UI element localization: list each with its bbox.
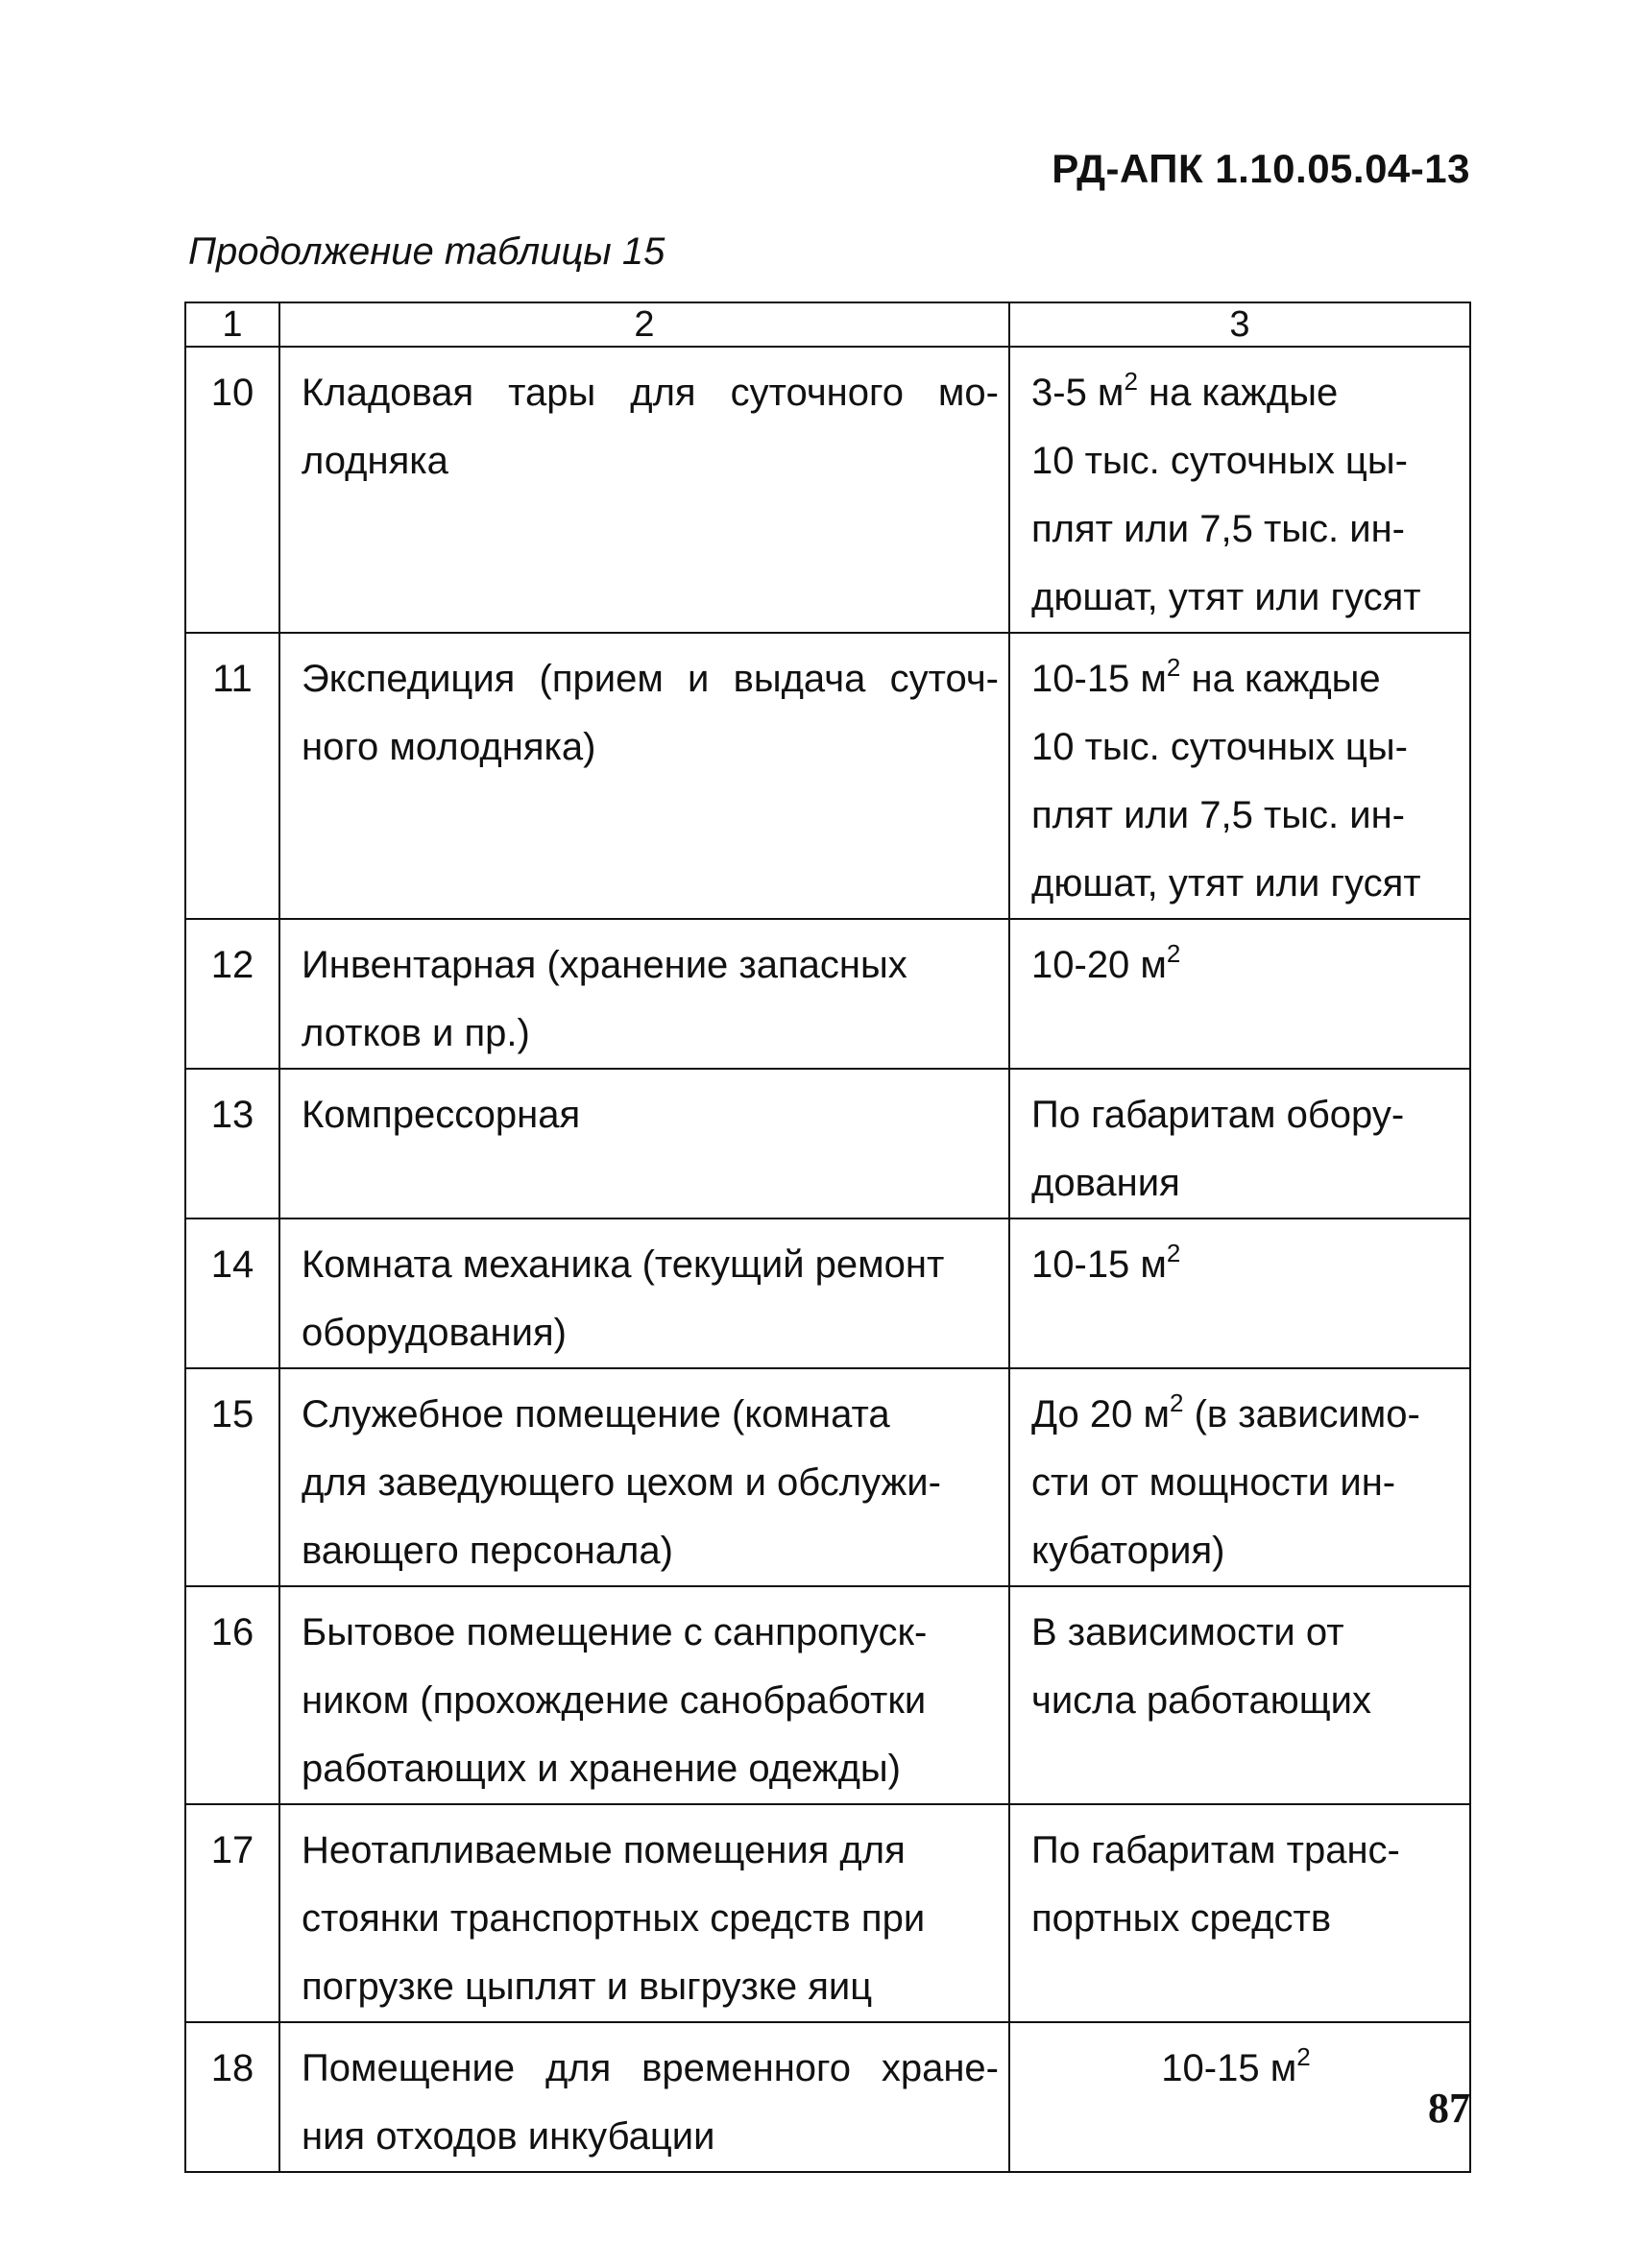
premise-norm: 10-15 $м^2$: [1009, 2022, 1470, 2172]
row-number: 15: [185, 1368, 279, 1586]
table-row: [185, 1218, 1470, 1368]
page-number: 87: [1428, 2085, 1470, 2132]
row-number: 13: [185, 1069, 279, 1218]
premise-norm: До 20 $м^2$ (в зависимо- сти от мощности ин- кубатория): [1009, 1368, 1470, 1586]
premise-norm: 10-15 $м^2$ на каждые 10 тыс. суточных цы- плят или 7,5 тыс. ин- дюшат, утят или гусят: [1009, 633, 1470, 919]
premises-table: [184, 302, 1471, 2173]
column-header-3: 3: [1009, 302, 1470, 347]
premise-name: Комната механика (текущий ремонт оборудования): [279, 1218, 1009, 1368]
table-row: [185, 633, 1470, 919]
table-row: [185, 1368, 1470, 1586]
premise-name: Компрессорная: [279, 1069, 1009, 1218]
premise-name: Неотапливаемые помещения для стоянки транспортных средств при погрузке цыплят и выгрузке яиц: [279, 1804, 1009, 2022]
row-number: 17: [185, 1804, 279, 2022]
column-header-1: 1: [185, 302, 279, 347]
table-row: [185, 1586, 1470, 1804]
premise-norm: По габаритам обору- дования: [1009, 1069, 1470, 1218]
table-header-row: [185, 302, 1470, 347]
premise-name: Бытовое помещение с санпропуск- ником (прохождение санобработки работающих и хранение одежды): [279, 1586, 1009, 1804]
row-number: 11: [185, 633, 279, 919]
premise-norm: 3-5 $м^2$ на каждые 10 тыс. суточных цы- плят или 7,5 тыс. ин- дюшат, утят или гусят: [1009, 347, 1470, 633]
table-row: [185, 1804, 1470, 2022]
table-row: [185, 919, 1470, 1069]
row-number: 12: [185, 919, 279, 1069]
premise-name: Помещение для временного хране- ния отходов инкубации: [279, 2022, 1009, 2172]
row-number: 18: [185, 2022, 279, 2172]
table-row: [185, 1069, 1470, 1218]
premise-name: Кладовая тары для суточного мо- лодняка: [279, 347, 1009, 633]
row-number: 16: [185, 1586, 279, 1804]
table-row: [185, 2022, 1470, 2172]
premise-norm: По габаритам транс- портных средств: [1009, 1804, 1470, 2022]
premise-norm: 10-20 $м^2$: [1009, 919, 1470, 1069]
table-caption: Продолжение таблицы 15: [188, 230, 665, 273]
column-header-2: 2: [279, 302, 1009, 347]
row-number: 10: [185, 347, 279, 633]
table-row: [185, 347, 1470, 633]
premise-name: Экспедиция (прием и выдача суточ- ного молодняка): [279, 633, 1009, 919]
premise-name: Служебное помещение (комната для заведующего цехом и обслужи- вающего персонала): [279, 1368, 1009, 1586]
premise-norm: В зависимости от числа работающих: [1009, 1586, 1470, 1804]
row-number: 14: [185, 1218, 279, 1368]
premise-name: Инвентарная (хранение запасных лотков и пр.): [279, 919, 1009, 1069]
premise-norm: 10-15 $м^2$: [1009, 1218, 1470, 1368]
document-code: РД-АПК 1.10.05.04-13: [1052, 146, 1470, 191]
